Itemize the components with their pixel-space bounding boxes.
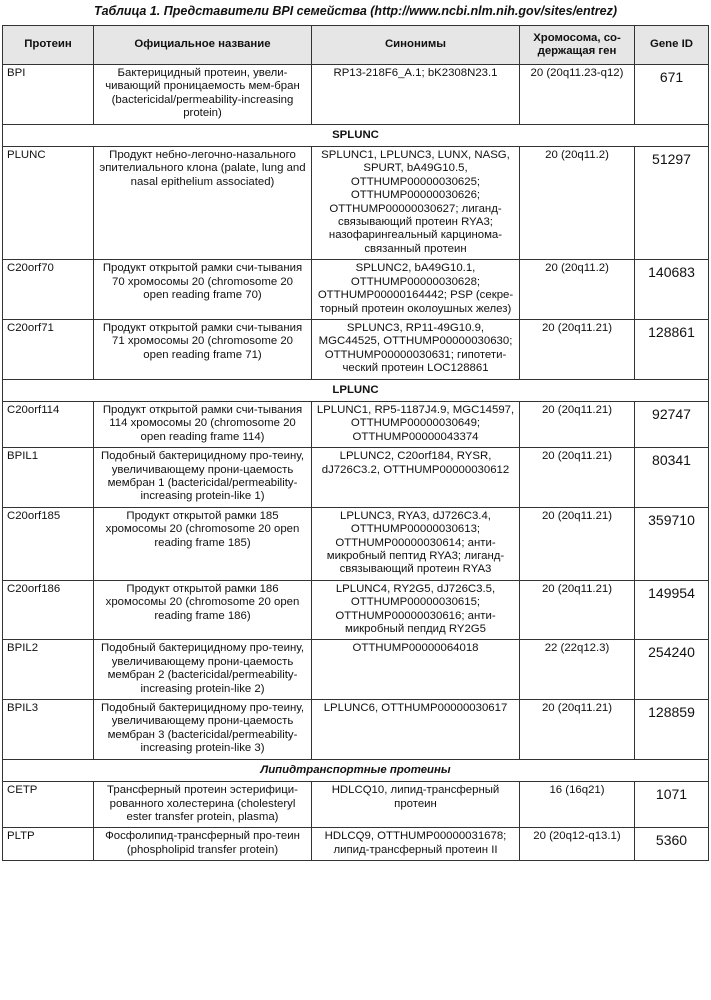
protein-cell: C20orf114 [3, 401, 94, 447]
chromosome-cell: 20 (20q11.21) [520, 580, 635, 640]
official-name-cell: Трансферный протеин эстерифици-рованного холестерина (cholesteryl ester transfer protein, plasma) [94, 782, 312, 828]
protein-cell: C20orf185 [3, 507, 94, 580]
table-row [3, 640, 709, 700]
gene-id-cell: 128861 [635, 319, 709, 379]
table-row [3, 147, 709, 260]
header-row [3, 26, 709, 65]
synonyms-cell: LPLUNC4, RY2G5, dJ726C3.5, OTTHUMP00000030615; OTTHUMP00000030616; анти-микробный пепдид RY2G5 [312, 580, 520, 640]
gene-id-cell: 128859 [635, 700, 709, 760]
table-row [3, 448, 709, 508]
gene-id-cell: 671 [635, 65, 709, 125]
table-caption: Таблица 1. Представители BPI семейства (http://www.ncbi.nlm.nih.gov/sites/entrez) [93, 4, 618, 18]
table-row [3, 580, 709, 640]
protein-cell: C20orf71 [3, 319, 94, 379]
table-row [3, 700, 709, 760]
official-name-cell: Продукт открытой рамки 185 хромосомы 20 (chromosome 20 open reading frame 185) [94, 507, 312, 580]
protein-cell: C20orf70 [3, 260, 94, 320]
official-name-cell: Бактерицидный протеин, увели-чивающий проницаемость мем-бран (bactericidal/permeability-increasing protein) [94, 65, 312, 125]
gene-id-cell: 254240 [635, 640, 709, 700]
official-name-cell: Продукт открытой рамки счи-тывания 71 хромосомы 20 (chromosome 20 open reading frame 71) [94, 319, 312, 379]
chromosome-cell: 20 (20q11.2) [520, 147, 635, 260]
chromosome-cell: 20 (20q11.21) [520, 700, 635, 760]
chromosome-cell: 16 (16q21) [520, 782, 635, 828]
table-row [3, 401, 709, 447]
protein-cell: CETP [3, 782, 94, 828]
official-name-cell: Подобный бактерицидному про-теину, увеличивающему прони-цаемость мембран 3 (bactericidal/permeability-increasing protein-like 3) [94, 700, 312, 760]
gene-id-cell: 1071 [635, 782, 709, 828]
gene-id-cell: 359710 [635, 507, 709, 580]
protein-cell: BPI [3, 65, 94, 125]
section-title: SPLUNC [3, 124, 709, 146]
table-row [3, 65, 709, 125]
protein-cell: BPIL2 [3, 640, 94, 700]
official-name-cell: Подобный бактерицидному про-теину, увеличивающему прони-цаемость мембран 1 (bactericidal/permeability-increasing protein-like 1) [94, 448, 312, 508]
bpi-family-table [2, 25, 709, 861]
chromosome-cell: 20 (20q11.2) [520, 260, 635, 320]
synonyms-cell: OTTHUMP00000064018 [312, 640, 520, 700]
section-title: LPLUNC [3, 379, 709, 401]
official-name-cell: Подобный бактерицидному про-теину, увеличивающему прони-цаемость мембран 2 (bactericidal/permeability-increasing protein-like 2) [94, 640, 312, 700]
section-title: Липидтранспортные протеины [3, 759, 709, 781]
header-gene-id: Gene ID [635, 26, 709, 65]
gene-id-cell: 5360 [635, 828, 709, 861]
protein-cell: PLTP [3, 828, 94, 861]
synonyms-cell: HDLCQ9, OTTHUMP00000031678; липид-трансферный протеин II [312, 828, 520, 861]
table-row [3, 507, 709, 580]
official-name-cell: Продукт небно-легочно-назального эпителиального клона (palate, lung and nasal epithelium associated) [94, 147, 312, 260]
gene-id-cell: 140683 [635, 260, 709, 320]
section-row [3, 759, 709, 781]
chromosome-cell: 20 (20q11.21) [520, 319, 635, 379]
header-synonyms: Синонимы [312, 26, 520, 65]
chromosome-cell: 20 (20q11.21) [520, 401, 635, 447]
official-name-cell: Продукт открытой рамки 186 хромосомы 20 (chromosome 20 open reading frame 186) [94, 580, 312, 640]
table-row [3, 782, 709, 828]
official-name-cell: Продукт открытой рамки счи-тывания 114 хромосомы 20 (chromosome 20 open reading frame 114) [94, 401, 312, 447]
chromosome-cell: 20 (20q11.21) [520, 448, 635, 508]
gene-id-cell: 149954 [635, 580, 709, 640]
header-official-name: Официальное название [94, 26, 312, 65]
protein-cell: BPIL3 [3, 700, 94, 760]
protein-cell: PLUNC [3, 147, 94, 260]
chromosome-cell: 22 (22q12.3) [520, 640, 635, 700]
table-body [3, 65, 709, 861]
gene-id-cell: 80341 [635, 448, 709, 508]
protein-cell: C20orf186 [3, 580, 94, 640]
synonyms-cell: HDLCQ10, липид-трансферный протеин [312, 782, 520, 828]
synonyms-cell: SPLUNC1, LPLUNC3, LUNX, NASG, SPURT, bA49G10.5, OTTHUMP00000030625; OTTHUMP00000030626; OTTHUMP00000030627; лиганд-связывающий протеин RYA3; назофарингеальный карцинома-связанный протеин [312, 147, 520, 260]
section-row [3, 379, 709, 401]
table-row [3, 260, 709, 320]
chromosome-cell: 20 (20q11.23-q12) [520, 65, 635, 125]
official-name-cell: Фосфолипид-трансферный про-теин (phospholipid transfer protein) [94, 828, 312, 861]
synonyms-cell: SPLUNC3, RP11-49G10.9, MGC44525, OTTHUMP00000030630; OTTHUMP00000030631; гипотети-ческий протеин LOC128861 [312, 319, 520, 379]
table-row [3, 319, 709, 379]
header-chromosome: Хромосома, со-держащая ген [520, 26, 635, 65]
gene-id-cell: 92747 [635, 401, 709, 447]
synonyms-cell: SPLUNC2, bA49G10.1, OTTHUMP00000030628; OTTHUMP00000164442; PSP (секре-торный протеин околоушных желез) [312, 260, 520, 320]
chromosome-cell: 20 (20q11.21) [520, 507, 635, 580]
synonyms-cell: RP13-218F6_A.1; bK2308N23.1 [312, 65, 520, 125]
chromosome-cell: 20 (20q12-q13.1) [520, 828, 635, 861]
header-protein: Протеин [3, 26, 94, 65]
synonyms-cell: LPLUNC1, RP5-1187J4.9, MGC14597, OTTHUMP00000030649; OTTHUMP00000043374 [312, 401, 520, 447]
protein-cell: BPIL1 [3, 448, 94, 508]
synonyms-cell: LPLUNC6, OTTHUMP00000030617 [312, 700, 520, 760]
section-row [3, 124, 709, 146]
table-row [3, 828, 709, 861]
synonyms-cell: LPLUNC2, C20orf184, RYSR, dJ726C3.2, OTTHUMP00000030612 [312, 448, 520, 508]
gene-id-cell: 51297 [635, 147, 709, 260]
synonyms-cell: LPLUNC3, RYA3, dJ726C3.4, OTTHUMP00000030613; OTTHUMP00000030614; анти-микробный пептид RYA3; лиганд-связывающий протеин RYA3 [312, 507, 520, 580]
official-name-cell: Продукт открытой рамки счи-тывания 70 хромосомы 20 (chromosome 20 open reading frame 70) [94, 260, 312, 320]
